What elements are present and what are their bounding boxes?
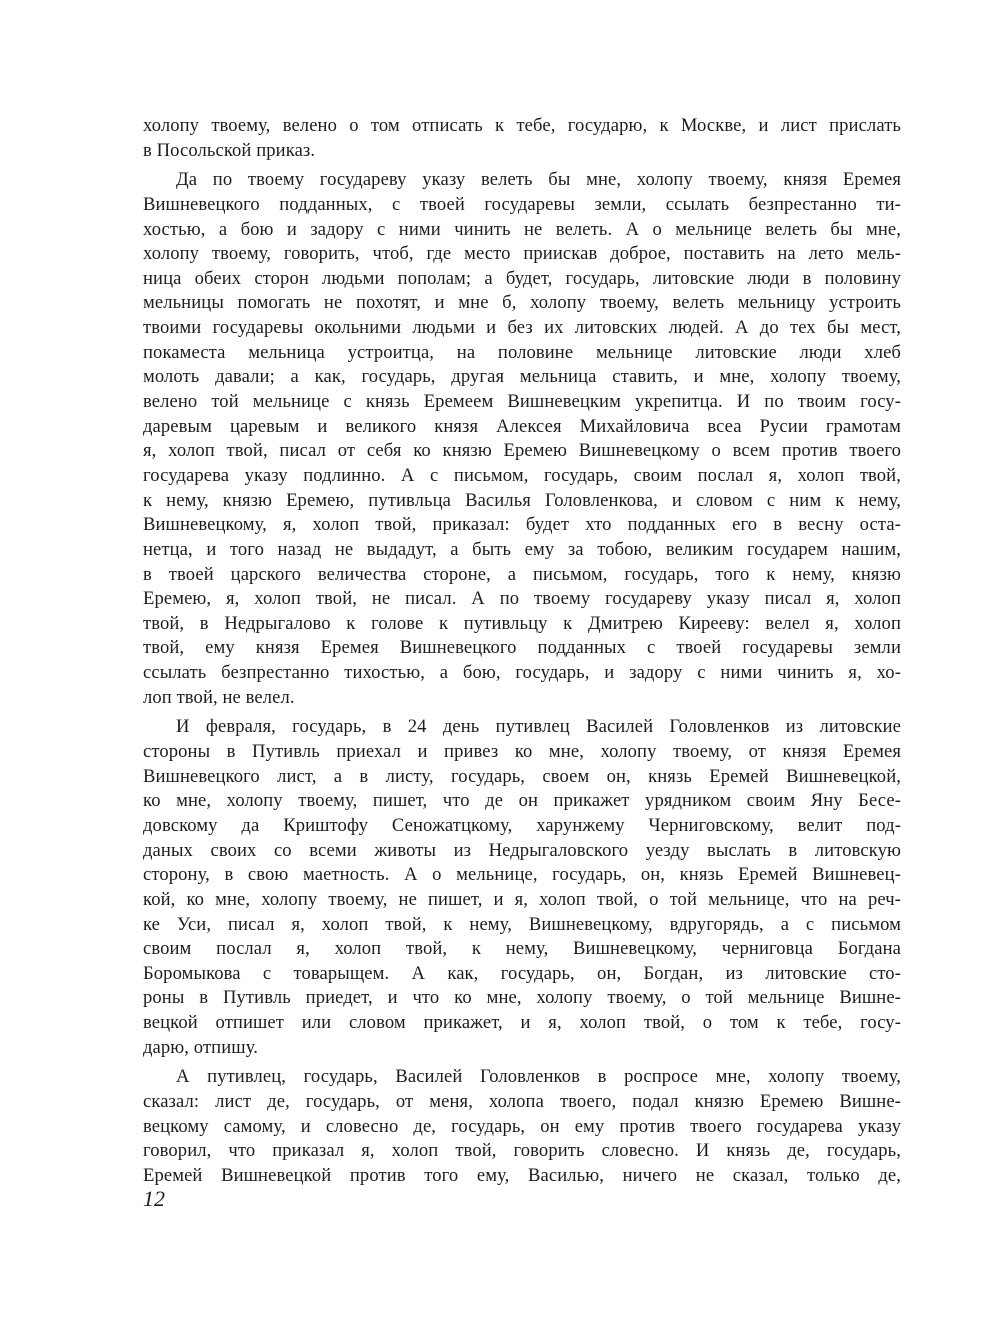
- paragraph: [143, 715, 901, 1060]
- paragraph: [143, 114, 901, 163]
- text-line: я, холоп твой, писал от себя ко князю Еремею Вишневецкому о всем против твоего: [143, 440, 901, 462]
- text-line: говорил, что приказал я, холоп твой, говорить словесно. И князь де, государь,: [143, 1140, 901, 1162]
- text-line: ссылать безпрестанно тихостью, а бою, государь, и задору с ними чинить я, хо-: [143, 662, 901, 684]
- text-line: И февраля, государь, в 24 день путивлец Василей Головленков из литовские: [176, 716, 901, 738]
- text-line: ница обеих сторон людьми пополам; а будет, государь, литовские люди в половину: [143, 267, 901, 289]
- text-line: нетца, и того назад не выдадут, а быть ему за тобою, великим государем нашим,: [143, 538, 901, 560]
- body-text: [143, 114, 901, 1189]
- text-line: Да по твоему государеву указу велеть бы мне, холопу твоему, князя Еремея: [176, 169, 901, 191]
- text-line: молоть давали; а как, государь, другая мельница ставить, и мне, холопу твоему,: [143, 366, 901, 388]
- page-number: 12: [143, 1186, 165, 1211]
- text-line: сторону, в свою маетность. А о мельнице, государь, он, князь Еремей Вишневец-: [143, 864, 901, 886]
- text-line: ко мне, холопу твоему, пишет, что де он прикажет урядником своим Яну Бесе-: [143, 790, 901, 812]
- paragraph: [143, 1065, 901, 1188]
- text-line: к нему, князю Еремею, путивльца Василья Головленкова, и словом с ним к нему,: [143, 489, 901, 511]
- text-line: Вишневецкого подданных, с твоей государевы земли, ссылать безпрестанно ти-: [143, 193, 901, 215]
- text-line: ке Уси, писал я, холоп твой, к нему, Вишневецкому, вдругорядь, а с письмом: [143, 913, 901, 935]
- text-line: мельницы помогать не похотят, и мне б, холопу твоему, велеть мельницу устроить: [143, 292, 901, 314]
- text-line: холопу твоему, велено о том отписать к тебе, государю, к Москве, и лист прислать: [143, 115, 901, 136]
- text-line: твоими государевы окольними людьми и без их литовских людей. А до тех бы мест,: [143, 317, 901, 339]
- text-line: велено той мельнице с князь Еремеем Вишневецким укрепитца. И по твоим госу-: [143, 391, 901, 413]
- text-line: покаместа мельница устроитца, на половине мельнице литовские люди хлеб: [143, 341, 901, 363]
- text-line: Еремей Вишневецкой против того ему, Василью, ничего не сказал, только де,: [143, 1164, 901, 1186]
- text-line: роны в Путивль приедет, и что ко мне, холопу твоему, о той мельнице Вишне-: [143, 987, 901, 1009]
- text-line: государева указу подлинно. А с письмом, государь, своим послал я, холоп твой,: [143, 464, 901, 486]
- text-line: даревым царевым и великого князя Алексея Михайловича всеа Русии грамотам: [143, 415, 901, 437]
- text-line: даных своих со всеми животы из Недрыгаловского уезду выслать в литовскую: [143, 839, 901, 861]
- text-line: лоп твой, не велел.: [143, 686, 295, 708]
- text-line: хостью, а бою и задору с ними чинить не велеть. А о мельнице велеть бы мне,: [143, 218, 901, 240]
- text-line: холопу твоему, говорить, чтоб, где место приискав доброе, поставить на лето мель-: [143, 243, 901, 265]
- text-line: Вишневецкому, я, холоп твой, приказал: будет хто подданных его в весну оста-: [143, 514, 901, 536]
- text-line: твой, ему князя Еремея Вишневецкого подданных с твоей государевы земли: [143, 637, 901, 659]
- text-line: в твоей царского величества стороне, а письмом, государь, того к нему, князю: [143, 563, 901, 585]
- text-line: кой, ко мне, холопу твоему, не пишет, и я, холоп твой, о той мельнице, что на реч-: [143, 888, 901, 910]
- text-line: своим послал я, холоп твой, к нему, Вишневецкому, черниговца Богдана: [143, 938, 901, 960]
- text-line: Вишневецкого лист, а в листу, государь, своем он, князь Еремей Вишневецкой,: [143, 765, 901, 787]
- text-line: вецкому самому, и словесно де, государь, он ему против твоего государева указу: [143, 1115, 901, 1137]
- text-line: вецкой отпишет или словом прикажет, и я, холоп твой, о том к тебе, госу-: [143, 1012, 901, 1034]
- text-line: дарю, отпишу.: [143, 1036, 258, 1058]
- text-line: в Посольской приказ.: [143, 139, 316, 161]
- text-line: стороны в Путивль приехал и привез ко мне, холопу твоему, от князя Еремея: [143, 741, 901, 763]
- text-line: Еремею, я, холоп твой, не писал. А по твоему государеву указу писал я, холоп: [143, 588, 901, 610]
- text-line: твой, в Недрыгалово к голове к путивльцу к Дмитрею Кирееву: велел я, холоп: [143, 612, 901, 634]
- paragraph: [143, 168, 901, 710]
- text-line: А путивлец, государь, Василей Головленков в роспросе мне, холопу твоему,: [176, 1066, 901, 1088]
- text-line: Боромыкова с товарыщем. А как, государь, он, Богдан, из литовские сто-: [143, 962, 901, 984]
- text-line: довскому да Криштофу Сеножатцкому, харунжему Черниговскому, велит под-: [143, 814, 901, 836]
- text-line: сказал: лист де, государь, от меня, холопа твоего, подал князю Еремею Вишне-: [143, 1090, 901, 1112]
